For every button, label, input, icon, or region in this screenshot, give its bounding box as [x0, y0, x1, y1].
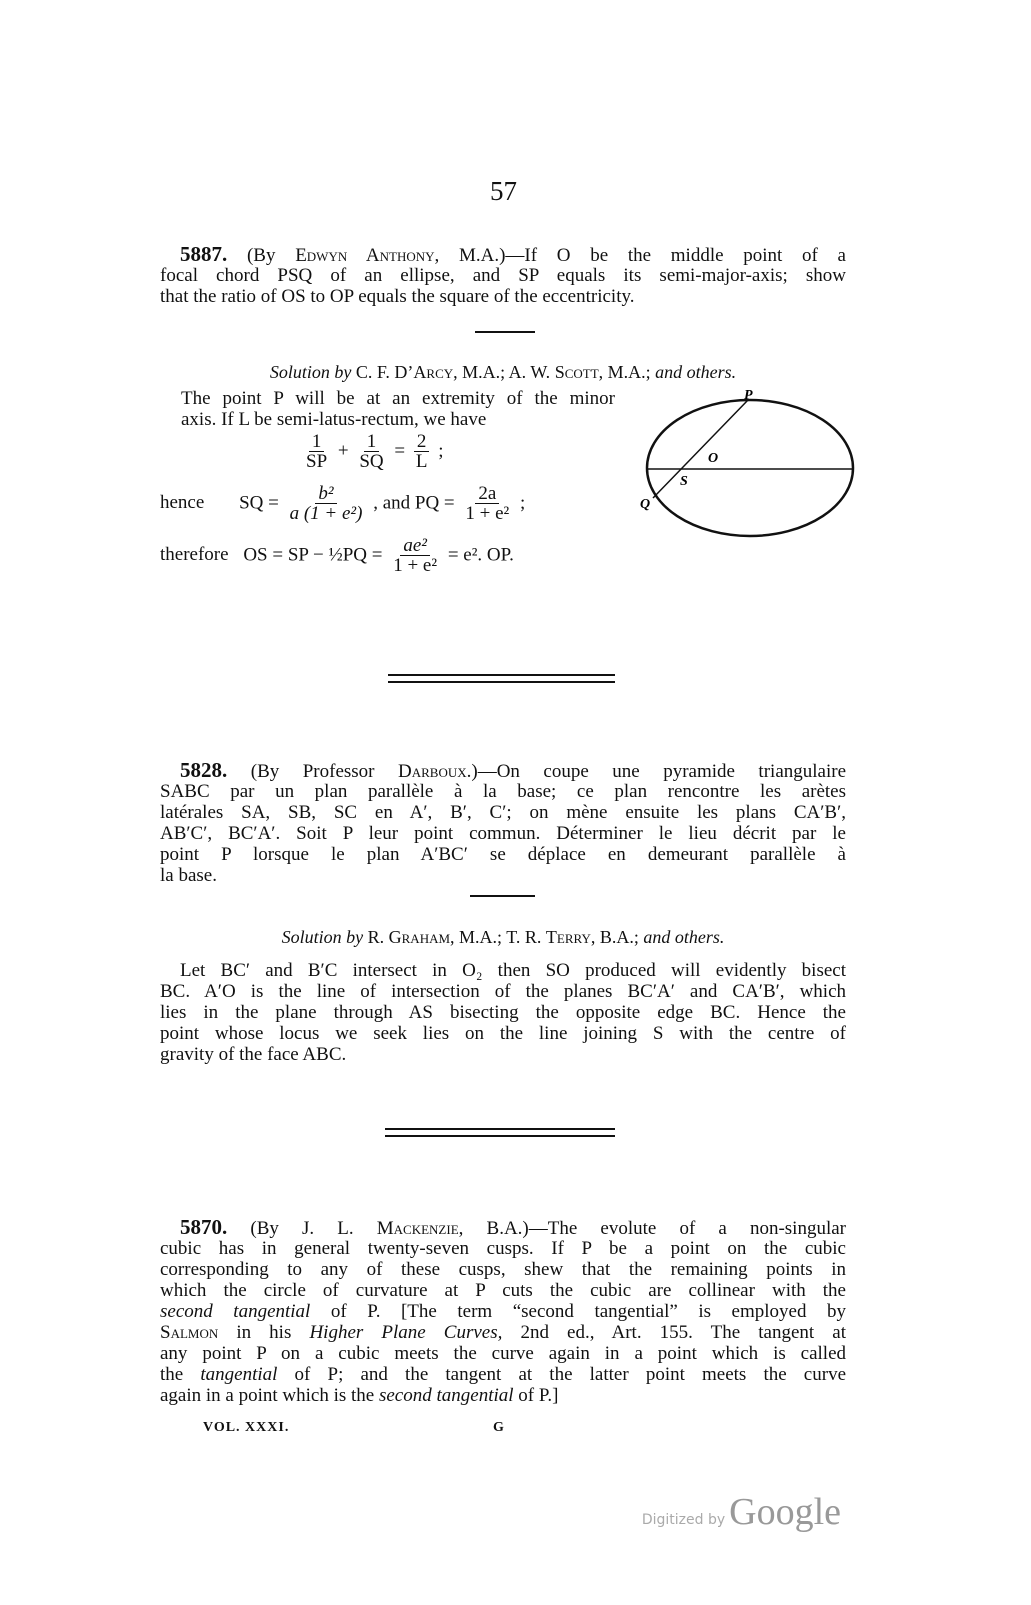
text-line: [160, 823, 846, 844]
label-o: O: [708, 451, 719, 466]
text-line: [160, 1217, 846, 1239]
lead-word: hence: [160, 492, 205, 514]
text-line: [160, 1259, 846, 1280]
text-line: [160, 1044, 846, 1065]
text-run: , M.A.; T. R.: [450, 927, 546, 947]
text-line: [160, 844, 846, 865]
text-line: [160, 1322, 846, 1343]
text-run: , M.A.;: [598, 362, 656, 382]
punctuation: ;: [438, 440, 444, 462]
text-line: [181, 388, 615, 409]
text-run: corresponding to any of these cusps, shew that the remaining points in: [160, 1259, 846, 1280]
ellipse: [647, 400, 853, 536]
text-line: [160, 1280, 846, 1301]
numerator: b²: [315, 484, 336, 504]
label-p: P: [744, 390, 753, 403]
text-line: [160, 781, 846, 802]
text-run: (By: [227, 245, 296, 266]
text-run: latérales SA, SB, SC en A′, B′, C′; on mène ensuite les plans CA′B′,: [160, 802, 846, 823]
text-run: cubic has in general twenty-seven cusps. If P be a point on the cubic: [160, 1238, 846, 1259]
divider: [470, 895, 535, 897]
text-run: any point P on a cubic meets the curve again in a point which is called: [160, 1343, 846, 1364]
text-run: lies in the plane through AS bisecting the opposite edge BC. Hence the: [160, 1002, 846, 1023]
text-run: gravity of the face ABC.: [160, 1044, 347, 1065]
text-line: [160, 960, 846, 981]
equation-2: [160, 484, 525, 524]
text-run: Solution by: [269, 362, 352, 382]
text-run: la base.: [160, 865, 217, 886]
text-line: [160, 865, 846, 886]
google-watermark: [642, 1490, 841, 1534]
text-run: The point P will be at an extremity of the minor: [181, 388, 615, 409]
text-run: and others.: [643, 927, 725, 947]
numerator: 1: [309, 432, 325, 452]
punctuation: ;: [519, 492, 526, 514]
text-run: BC. A′O is the line of intersection of the planes BC′A′ and CA′B′, which: [160, 981, 846, 1002]
text-run: of P.]: [513, 1385, 559, 1406]
volume-footer: VOL. XXXI.: [203, 1420, 290, 1435]
denominator: L: [415, 451, 428, 472]
text-run: Terry: [545, 927, 591, 947]
text-run: Solution by: [281, 927, 364, 947]
text-run: Mackenzie: [376, 1218, 459, 1239]
text-line: [160, 981, 846, 1002]
equation-3: [160, 536, 514, 576]
label-q: Q: [640, 497, 651, 512]
operator: +: [337, 440, 349, 462]
text-run: (By Professor: [227, 761, 398, 782]
text-run: , B.A.)—The evolute of a non-singular: [458, 1218, 846, 1239]
lhs: OS = SP − ½PQ =: [243, 544, 383, 566]
text-run: Let BC′ and B′C intersect in O₂ then SO produced will evidently bisect: [180, 960, 846, 981]
text-run: of P. [The term “second tangential” is employed by: [310, 1301, 846, 1322]
text-run: tangential: [200, 1364, 278, 1385]
text-run: focal chord PSQ of an ellipse, and SP equals its semi-major-axis; show: [160, 265, 846, 286]
section-divider: [388, 674, 615, 683]
text-line: [160, 1385, 846, 1406]
text-line: [160, 1238, 846, 1259]
text-line: [160, 265, 846, 286]
text-run: SABC par un plan parallèle à la base; ce plan rencontre les arètes: [160, 781, 846, 802]
text-run: Salmon: [160, 1322, 219, 1343]
text-run: 5828.: [180, 758, 228, 782]
numerator: 2: [414, 432, 430, 452]
denominator: 1 + e²: [393, 555, 438, 576]
text-run: Arcy: [413, 362, 454, 382]
text-line: [160, 1002, 846, 1023]
text-run: 2nd ed., Art. 155. The tangent at: [502, 1322, 847, 1343]
text-run: Edwyn Anthony: [295, 245, 435, 266]
focal-chord: [653, 400, 748, 498]
numerator: ae²: [400, 536, 430, 556]
text-run: the: [160, 1364, 201, 1385]
text-line: [160, 802, 846, 823]
signature-mark: G: [493, 1420, 505, 1435]
text-run: .)—On coupe une pyramide triangulaire: [466, 761, 846, 782]
text-run: , M.A.; A. W.: [453, 362, 555, 382]
denominator: SP: [306, 451, 328, 472]
google-logo: Google: [729, 1491, 841, 1533]
text-run: R.: [363, 927, 389, 947]
text-run: axis. If L be semi-latus-rectum, we have: [181, 409, 487, 430]
text-run: Higher Plane Curves,: [309, 1322, 503, 1343]
text-run: again in a point which is the: [160, 1385, 379, 1406]
text-run: , B.A.;: [590, 927, 644, 947]
text-run: point P lorsque le plan A′BC′ se déplace en demeurant parallèle à: [160, 844, 846, 865]
solution-heading-5828: [160, 927, 846, 948]
page-number: 57: [490, 176, 517, 206]
text-run: and others.: [655, 362, 737, 382]
lhs: SQ =: [239, 492, 279, 514]
text-line: [160, 1301, 846, 1322]
denominator: SQ: [359, 451, 384, 472]
divider: [475, 331, 535, 333]
denominator: a (1 + e²): [289, 503, 363, 524]
text-run: second tangential: [160, 1301, 311, 1322]
solution-heading-5887: [160, 362, 846, 383]
operator: =: [394, 440, 406, 462]
text-run: that the ratio of OS to OP equals the square of the eccentricity.: [160, 286, 635, 307]
text-run: point whose locus we seek lies on the line joining S with the centre of: [160, 1023, 846, 1044]
text-line: [160, 1343, 846, 1364]
text-run: in his: [218, 1322, 310, 1343]
text-run: 5887.: [180, 242, 228, 266]
text-line: [160, 760, 846, 782]
text-run: which the circle of curvature at P cuts the cubic are collinear with the: [160, 1280, 846, 1301]
equation-1: [300, 432, 444, 472]
text-run: Scott: [554, 362, 599, 382]
text-line: [160, 244, 846, 266]
text-line: [160, 286, 846, 307]
text-run: AB′C′, BC′A′. Soit P leur point commun. Déterminer le lieu décrit par le: [160, 823, 846, 844]
text-line: [160, 1023, 846, 1044]
section-divider: [385, 1128, 615, 1137]
text-run: 5870.: [180, 1215, 228, 1239]
text-run: , M.A.)—If O be the middle point of a: [434, 245, 846, 266]
text-line: [160, 1364, 846, 1385]
text-run: Darboux: [398, 761, 467, 782]
lead-word: therefore: [160, 544, 229, 566]
text-line: [181, 409, 615, 430]
numerator: 1: [364, 432, 380, 452]
denominator: 1 + e²: [465, 503, 510, 524]
numerator: 2a: [475, 484, 499, 504]
text-run: C. F. D’: [351, 362, 414, 382]
text-run: Graham: [388, 927, 451, 947]
text-run: of P; and the tangent at the latter point meets the curve: [277, 1364, 846, 1385]
text-run: (By J. L.: [227, 1218, 377, 1239]
label-s: S: [680, 474, 688, 489]
watermark-prefix: Digitized by: [641, 1512, 726, 1528]
text-run: second tangential: [378, 1385, 514, 1406]
middle-text: , and PQ =: [373, 492, 455, 514]
ellipse-figure: [630, 390, 860, 550]
rhs: = e². OP.: [447, 544, 514, 566]
